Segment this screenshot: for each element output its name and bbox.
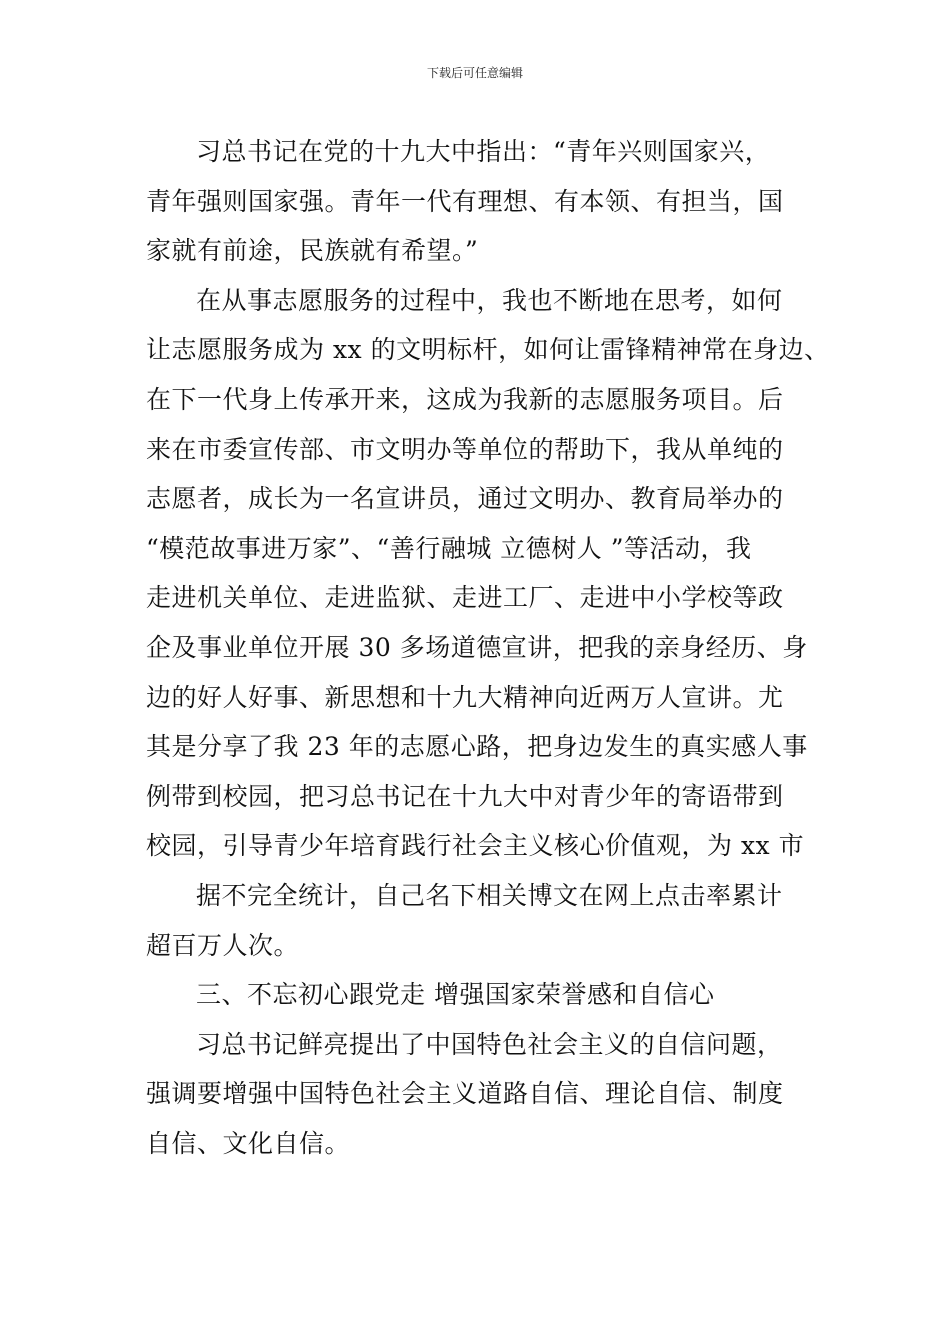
text-line: 志愿者，成长为一名宣讲员，通过文明办、教育局举办的 <box>146 484 784 514</box>
text-line: 让志愿服务成为 xx 的文明标杆，如何让雷锋精神常在身边、 <box>146 335 830 365</box>
text-line: 三、不忘初心跟党走 增强国家荣誉感和自信心 <box>196 980 715 1010</box>
text-line: 其是分享了我 23 年的志愿心路，把身边发生的真实感人事 <box>146 732 808 762</box>
paragraph-statistics <box>146 871 810 970</box>
text-line: 自信、文化自信。 <box>146 1128 351 1158</box>
text-line: 超百万人次。 <box>146 930 300 960</box>
text-line: 据不完全统计，自己名下相关博文在网上点击率累计 <box>196 880 783 910</box>
text-line: 家就有前途，民族就有希望。” <box>146 236 479 266</box>
text-line: 来在市委宣传部、市文明办等单位的帮助下，我从单纯的 <box>146 434 784 464</box>
paragraph-quote <box>146 127 810 276</box>
text-line: “模范故事进万家”、“善行融城 立德树人 ”等活动，我 <box>146 533 752 563</box>
paragraph-volunteer <box>146 276 830 871</box>
paragraph-confidence <box>146 1020 810 1169</box>
text-line: 强调要增强中国特色社会主义道路自信、理论自信、制度 <box>146 1079 784 1109</box>
text-line: 例带到校园，把习总书记在十九大中对青少年的寄语带到 <box>146 781 784 811</box>
document-body <box>146 127 830 1168</box>
text-line: 习总书记在党的十九大中指出：“青年兴则国家兴， <box>196 137 771 166</box>
text-line: 在下一代身上传承开来，这成为我新的志愿服务项目。后 <box>146 384 784 414</box>
section-heading <box>146 970 810 1020</box>
text-line: 走进机关单位、走进监狱、走进工厂、走进中小学校等政 <box>146 583 784 613</box>
text-line: 企及事业单位开展 30 多场道德宣讲，把我的亲身经历、身 <box>146 632 808 662</box>
page-header: 下载后可任意编辑 <box>426 66 523 80</box>
text-line: 校园，引导青少年培育践行社会主义核心价值观，为 xx 市 <box>146 831 805 861</box>
text-line: 习总书记鲜亮提出了中国特色社会主义的自信问题， <box>196 1029 783 1059</box>
text-line: 青年强则国家强。青年一代有理想、有本领、有担当，国 <box>146 186 784 216</box>
text-line: 在从事志愿服务的过程中，我也不断地在思考，如何 <box>196 285 783 315</box>
text-line: 边的好人好事、新思想和十九大精神向近两万人宣讲。尤 <box>146 682 784 712</box>
